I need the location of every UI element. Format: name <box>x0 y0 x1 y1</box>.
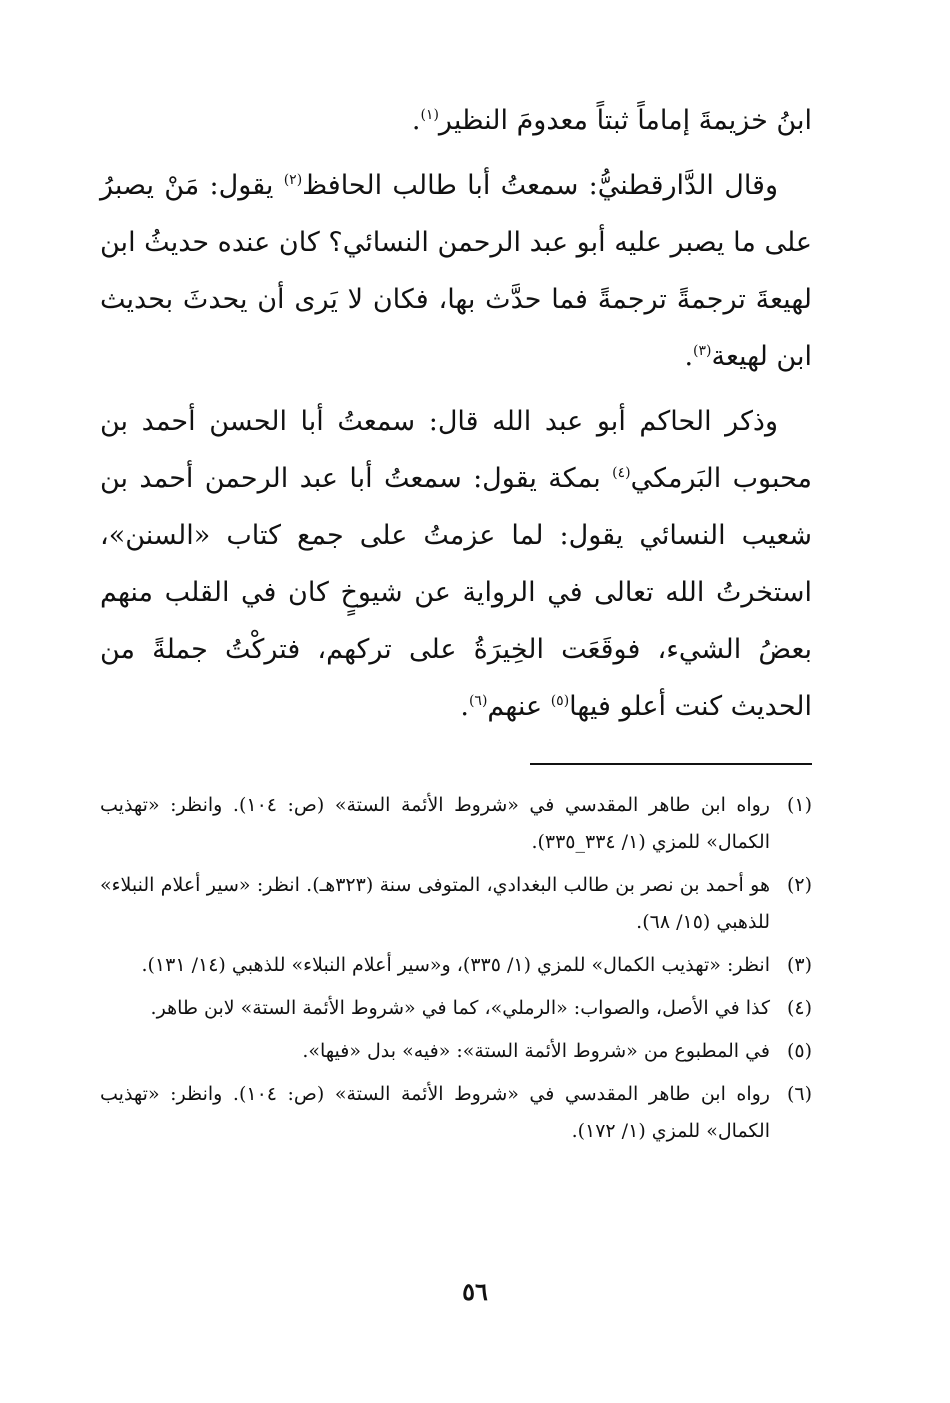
footnote-text: رواه ابن طاهر المقدسي في «شروط الأئمة الستة» (ص: ١٠٤). وانظر: «تهذيب الكمال» للمزي (١/ ١٧٢). <box>100 1083 770 1142</box>
page-number: ٥٦ <box>462 1277 488 1306</box>
paragraph-3-part-c: عنهم <box>487 691 551 722</box>
footnotes <box>100 787 812 1150</box>
paragraph-3-part-a: وذكر الحاكم أبو عبد الله قال: سمعتُ أبا الحسن أحمد بن محبوب البَرمكي <box>100 406 813 494</box>
footnote-separator <box>530 763 812 765</box>
footnote-ref-2: (٢) <box>283 172 303 188</box>
footnote-number: (١) <box>786 794 812 816</box>
footnote-text: كذا في الأصل، والصواب: «الرملي»، كما في «شروط الأئمة الستة» لابن طاهر. <box>150 997 770 1019</box>
footnote-ref-4: (٤) <box>612 465 631 481</box>
paragraph-3 <box>100 393 812 735</box>
paragraph-1 <box>100 92 812 149</box>
paragraph-3-part-b: بمكة يقول: سمعتُ أبا عبد الرحمن أحمد بن شعيب النسائي يقول: لما عزمتُ على جمع كتاب «السنن»، استخرتُ الله تعالى في الرواية عن شيوخٍ كان في القلب منهم بعضُ الشيء، فوقَعَت الخِيرَةُ على تركهم، فتركْتُ جملةً من الحديث كنت أعلو فيها <box>100 463 812 722</box>
footnote-ref-3: (٣) <box>693 343 712 359</box>
footnote <box>100 990 812 1027</box>
footnote-text: هو أحمد بن نصر بن طالب البغدادي، المتوفى سنة (٣٢٣هـ). انظر: «سير أعلام النبلاء» للذهبي (١٥/ ٦٨). <box>100 874 770 933</box>
paragraph-2-part-a: وقال الدَّارقطنيُّ: سمعتُ أبا طالب الحافظ <box>302 170 778 201</box>
footnote-number: (٣) <box>786 954 812 976</box>
paragraph-1-end: . <box>411 105 421 136</box>
paragraph-3-end: . <box>460 691 469 722</box>
footnote-number: (٤) <box>786 997 812 1019</box>
paragraph-2 <box>100 157 812 385</box>
footnote-ref-5: (٥) <box>550 693 570 709</box>
footnote <box>100 947 812 984</box>
footnote-ref-6: (٦) <box>468 693 488 709</box>
footnote-text: في المطبوع من «شروط الأئمة الستة»: «فيه» بدل «فيها». <box>302 1040 770 1062</box>
paragraph-2-end: . <box>684 341 694 372</box>
paragraph-2-part-b: يقول: مَنْ يصبرُ على ما يصبر عليه أبو عبد الرحمن النسائي؟ كان عنده حديثُ ابن لهيعةَ ترجمةً ترجمةً فما حدَّث بها، فكان لا يَرى أن يحدثَ بحديث ابن لهيعة <box>100 170 812 372</box>
footnote-text: انظر: «تهذيب الكمال» للمزي (١/ ٣٣٥)، و«سير أعلام النبلاء» للذهبي (١٤/ ١٣١). <box>141 954 770 976</box>
footnote-number: (٦) <box>786 1083 812 1105</box>
footnote <box>100 1076 812 1150</box>
main-text <box>100 92 812 735</box>
footnote <box>100 1033 812 1070</box>
footnote-number: (٥) <box>786 1040 812 1062</box>
footnote-number: (٢) <box>786 874 812 896</box>
paragraph-1-text: ابنُ خزيمةَ إماماً ثبتاً معدومَ النظير <box>438 105 812 136</box>
footnote-text: رواه ابن طاهر المقدسي في «شروط الأئمة الستة» (ص: ١٠٤). وانظر: «تهذيب الكمال» للمزي (١/ ٣٣٤_٣٣٥). <box>100 794 770 853</box>
footnote-ref-1: (١) <box>420 107 439 123</box>
page-body <box>100 92 812 1156</box>
footnote <box>100 867 812 941</box>
footnote <box>100 787 812 861</box>
